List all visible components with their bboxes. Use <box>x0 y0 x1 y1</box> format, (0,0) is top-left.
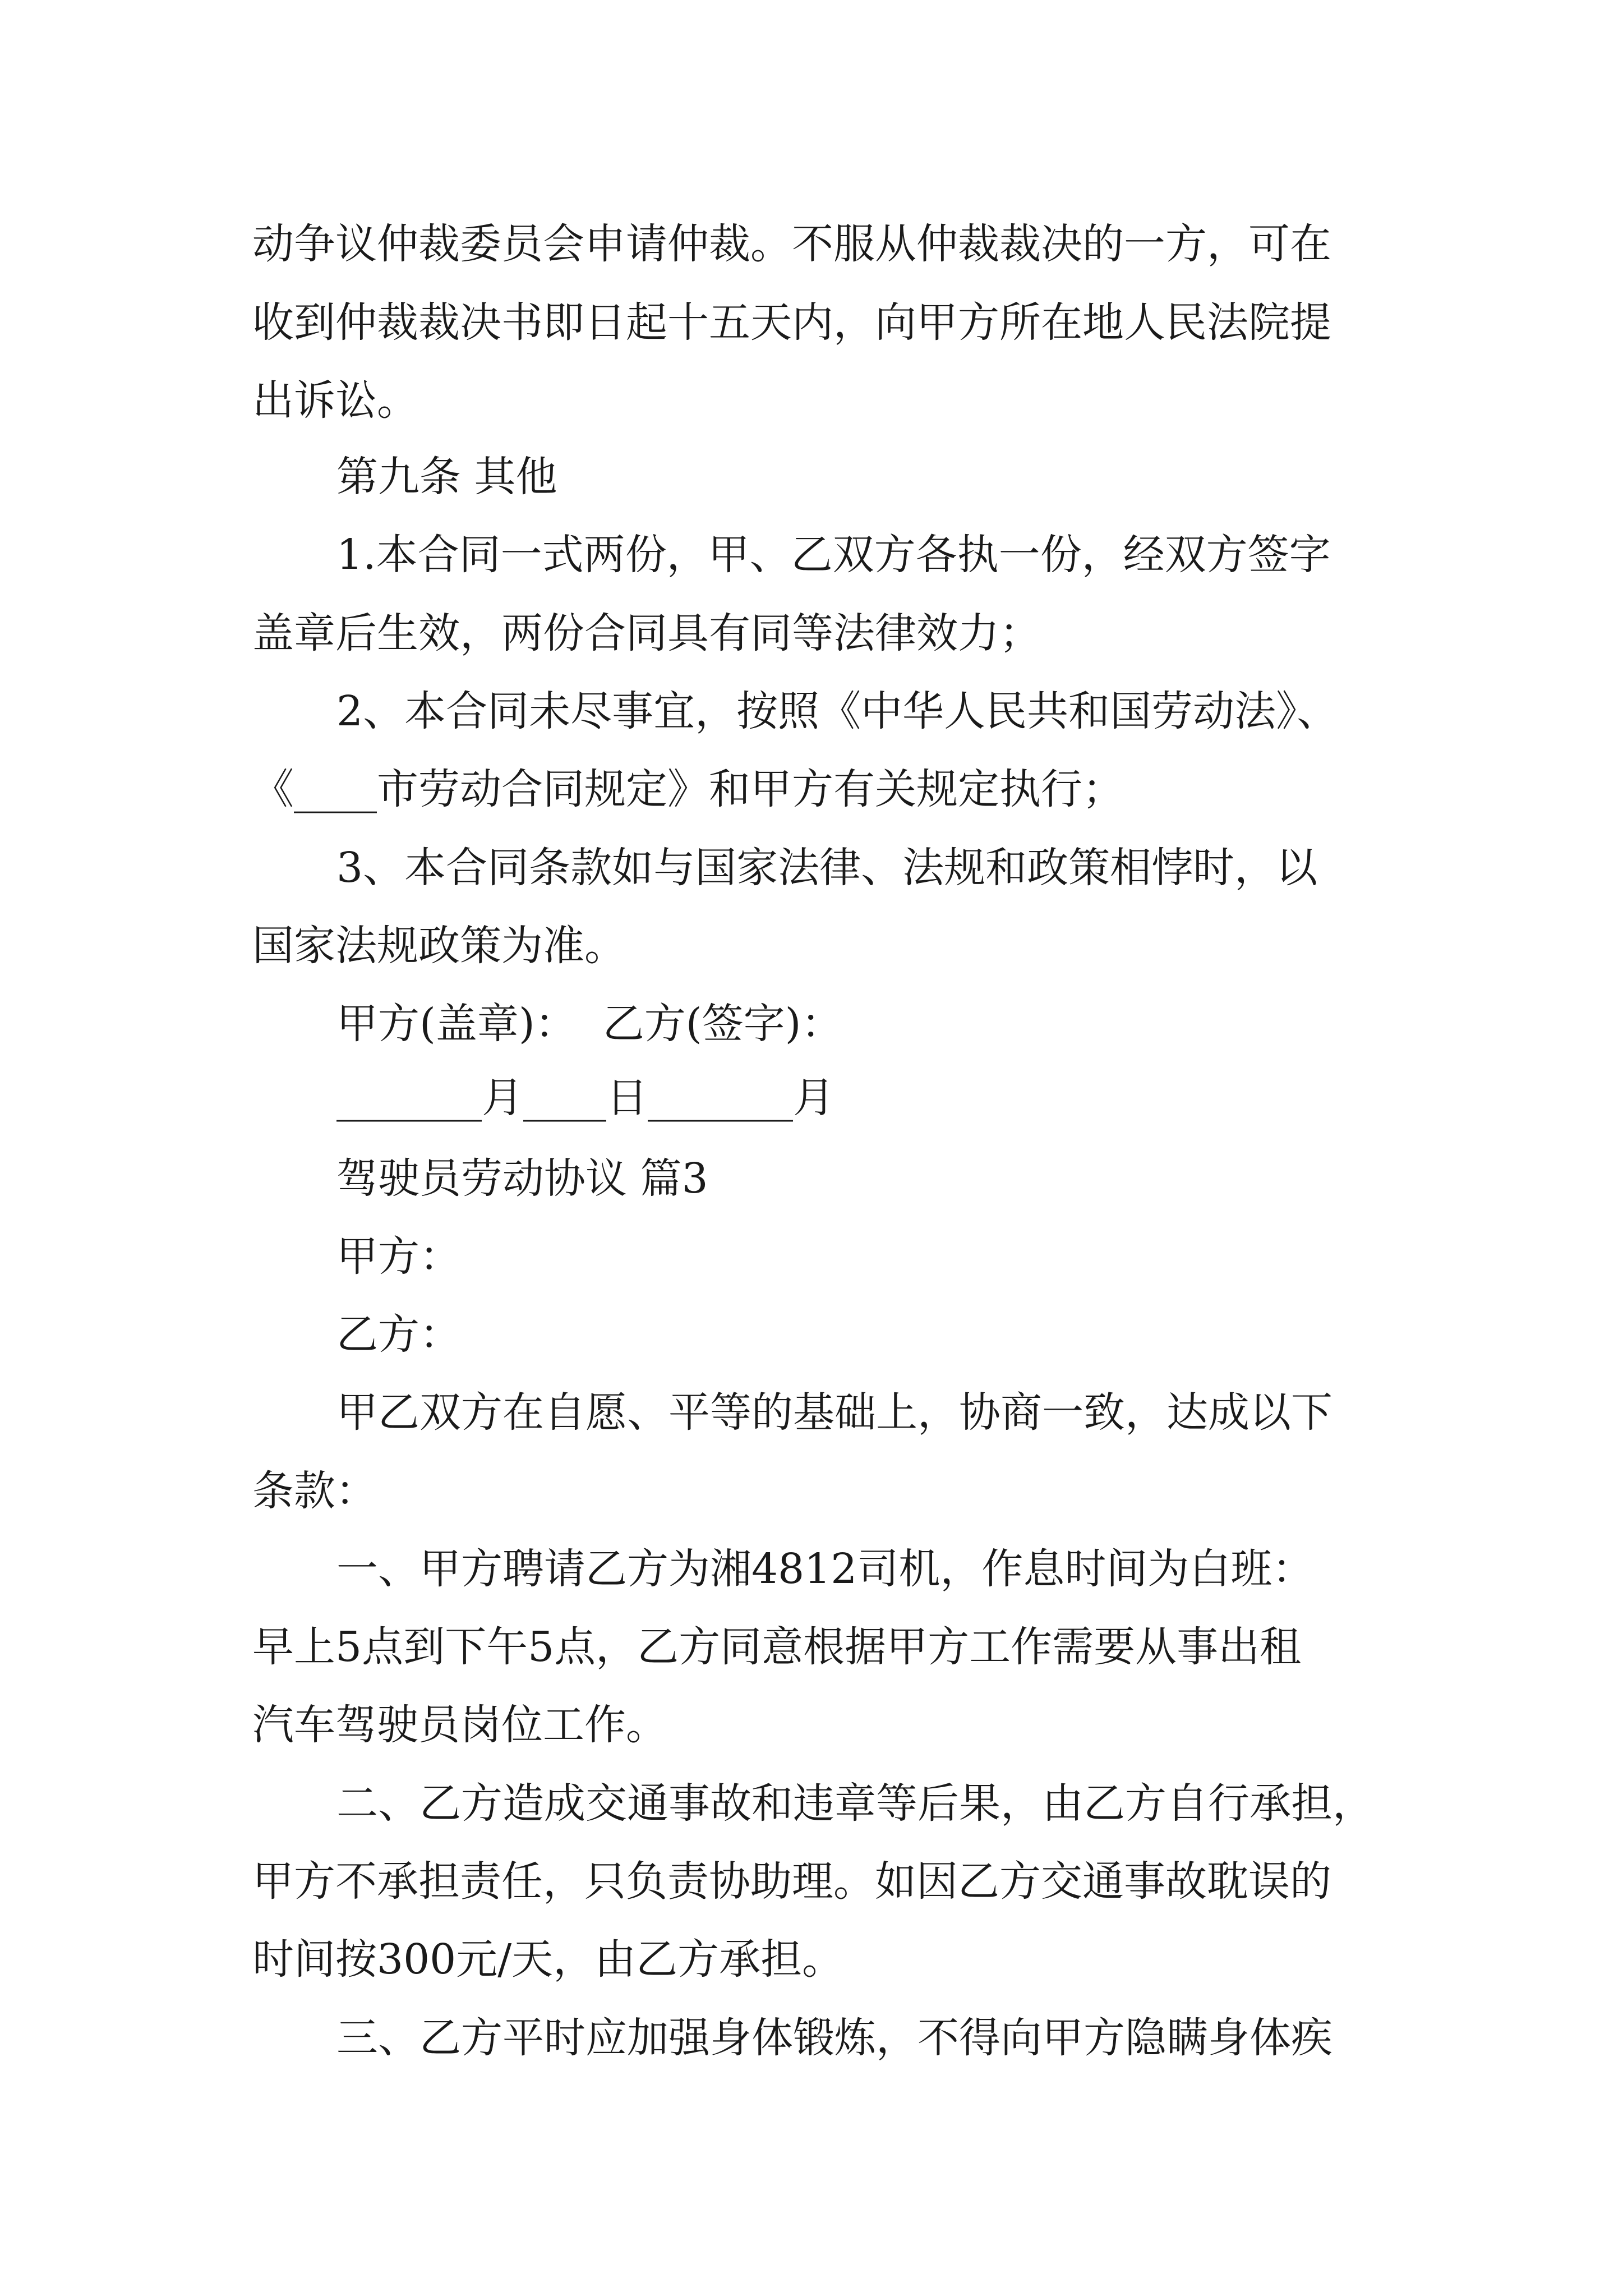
signature-line: 甲方(盖章)： 乙方(签字)： <box>336 1000 843 1048</box>
text-line: 1.本合同一式两份，甲、乙双方各执一份，经双方签字 <box>336 531 1331 579</box>
text-line: 时间按300元/天，由乙方承担。 <box>252 1935 844 1984</box>
section-heading: 第九条 其他 <box>336 453 557 501</box>
text-line: 甲方不承担责任，只负责协助理。如因乙方交通事故耽误的 <box>252 1857 1331 1906</box>
text-line: 汽车驾驶员岗位工作。 <box>252 1701 667 1749</box>
text-line: 《____市劳动合同规定》和甲方有关规定执行； <box>252 765 1124 813</box>
text-line: 早上5点到下午5点，乙方同意根据甲方工作需要从事出租 <box>252 1623 1302 1671</box>
text-line: 甲乙双方在自愿、平等的基础上，协商一致，达成以下 <box>336 1388 1332 1437</box>
text-line: 2、本合同未尽事宜，按照《中华人民共和国劳动法》、 <box>336 687 1339 735</box>
party-a-label: 甲方： <box>336 1232 461 1281</box>
text-line: 国家法规政策为准。 <box>252 922 626 970</box>
text-line: 收到仲裁裁决书即日起十五天内，向甲方所在地人民法院提 <box>252 298 1331 347</box>
text-line: 一、甲方聘请乙方为湘4812司机，作息时间为白班： <box>336 1545 1314 1593</box>
text-line: 二、乙方造成交通事故和违章等后果，由乙方自行承担， <box>336 1779 1374 1828</box>
text-line: 条款： <box>252 1467 377 1515</box>
text-line: 3、本合同条款如与国家法律、法规和政策相悖时，以 <box>336 844 1318 892</box>
text-line: 三、乙方平时应加强身体锻炼，不得向甲方隐瞒身体疾 <box>336 2014 1332 2062</box>
date-line: _______月____日_______月 <box>336 1074 834 1122</box>
party-b-label: 乙方： <box>336 1310 461 1359</box>
text-line: 出诉讼。 <box>252 376 418 425</box>
text-line: 动争议仲裁委员会申请仲裁。不服从仲裁裁决的一方，可在 <box>252 220 1331 268</box>
text-line: 盖章后生效，两份合同具有同等法律效力； <box>252 609 1041 657</box>
section-title: 驾驶员劳动协议 篇3 <box>336 1154 708 1203</box>
